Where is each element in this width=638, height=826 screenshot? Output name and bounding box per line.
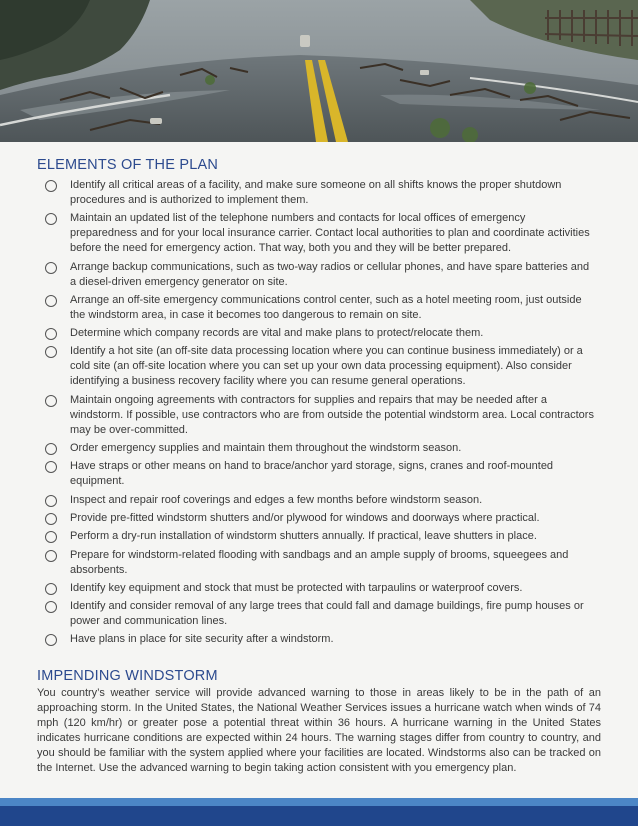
plan-item-text: Have straps or other means on hand to brace/anchor yard storage, signs, cranes and roof-mounted equipment. [70, 460, 554, 488]
document-body [0, 142, 638, 798]
circle-bullet-icon [45, 295, 57, 307]
plan-item-text: Identify a hot site (an off-site data processing location where you can continue business immediately) or a cold site (an off-site location where you can set up your own data processing equipment). Also consider identifying a business recovery facility where you can resume general operations. [70, 345, 583, 388]
plan-item [45, 459, 595, 489]
storm-road-illustration [0, 0, 638, 142]
plan-item [45, 548, 595, 578]
impending-section-heading: IMPENDING WINDSTORM [37, 668, 218, 684]
plan-section-heading: ELEMENTS OF THE PLAN [37, 157, 218, 173]
plan-item-text: Maintain ongoing agreements with contractors for supplies and repairs that may be needed after a windstorm. If possible, use contractors who are from outside the potential windstorm area. Local contractors may be over-committed. [70, 393, 594, 436]
plan-item-text: Arrange an off-site emergency communications control center, such as a hotel meeting room, just outside the windstorm area, in case it becomes too dangerous to remain on site. [70, 293, 582, 321]
circle-bullet-icon [45, 461, 57, 473]
circle-bullet-icon [45, 634, 57, 646]
plan-item [45, 178, 595, 208]
circle-bullet-icon [45, 395, 57, 407]
plan-item-text: Order emergency supplies and maintain them throughout the windstorm season. [70, 442, 462, 455]
plan-item [45, 211, 595, 256]
circle-bullet-icon [45, 601, 57, 613]
plan-checklist [45, 178, 595, 651]
circle-bullet-icon [45, 262, 57, 274]
plan-item-text: Identify key equipment and stock that must be protected with tarpaulins or waterproof covers. [70, 581, 523, 594]
plan-item-text: Prepare for windstorm-related flooding with sandbags and an ample supply of brooms, squeegees and absorbents. [70, 548, 569, 576]
plan-item [45, 393, 595, 438]
plan-item-text: Inspect and repair roof coverings and edges a few months before windstorm season. [70, 493, 483, 506]
plan-item-text: Maintain an updated list of the telephone numbers and contacts for local offices of emergency preparedness and for your local insurance carrier. Contact local authorities to plan and coordinate activities before the need for emergency action. That way, both you and they will be better prepared. [70, 212, 590, 255]
plan-item [45, 441, 595, 456]
plan-item [45, 529, 595, 544]
plan-item [45, 632, 595, 647]
plan-item-text: Have plans in place for site security after a windstorm. [70, 633, 334, 646]
circle-bullet-icon [45, 443, 57, 455]
circle-bullet-icon [45, 550, 57, 562]
plan-item-text: Arrange backup communications, such as two-way radios or cellular phones, and have spare batteries and a diesel-driven emergency generator on site. [70, 260, 590, 288]
plan-item-text: Identify all critical areas of a facility, and make sure someone on all shifts knows the proper shutdown procedures and is authorized to implement them. [70, 179, 562, 206]
plan-item-text: Identify and consider removal of any large trees that could fall and damage buildings, fire pump houses or power and communication lines. [70, 600, 584, 628]
plan-item [45, 511, 595, 526]
circle-bullet-icon [45, 213, 57, 225]
circle-bullet-icon [45, 495, 57, 507]
footer-accent-bar [0, 798, 638, 806]
plan-item-text: Provide pre-fitted windstorm shutters and/or plywood for windows and doorways where practical. [70, 511, 540, 524]
plan-item-text: Determine which company records are vital and make plans to protect/relocate them. [70, 327, 484, 340]
circle-bullet-icon [45, 513, 57, 525]
footer-bar [0, 806, 638, 826]
plan-item [45, 326, 595, 341]
circle-bullet-icon [45, 531, 57, 543]
plan-item [45, 293, 595, 323]
impending-paragraph: You country’s weather service will provide advanced warning to those in areas likely to be in the path of an approaching storm. In the United States, the National Weather Services issues a hurricane watch when winds of 74 mph (120 km/hr) or greater pose a potential threat within 36 hours. A hurricane warning in the United States indicates hurricane conditions are expected within 24 hours. The warning stages differ from country to country, and you should be familiar with the system applied where your facilities are located. Windstorms also can be tracked on the Internet. Use the advanced warning to begin taking action consistent with you emergency plan. [37, 687, 601, 774]
circle-bullet-icon [45, 180, 57, 192]
plan-item [45, 493, 595, 508]
plan-item [45, 260, 595, 290]
plan-item [45, 344, 595, 389]
storm-road-photo [0, 0, 638, 142]
plan-item [45, 581, 595, 596]
circle-bullet-icon [45, 346, 57, 358]
circle-bullet-icon [45, 583, 57, 595]
plan-item-text: Perform a dry-run installation of windstorm shutters annually. If practical, leave shutters in place. [70, 530, 537, 543]
circle-bullet-icon [45, 328, 57, 340]
plan-item [45, 599, 595, 629]
